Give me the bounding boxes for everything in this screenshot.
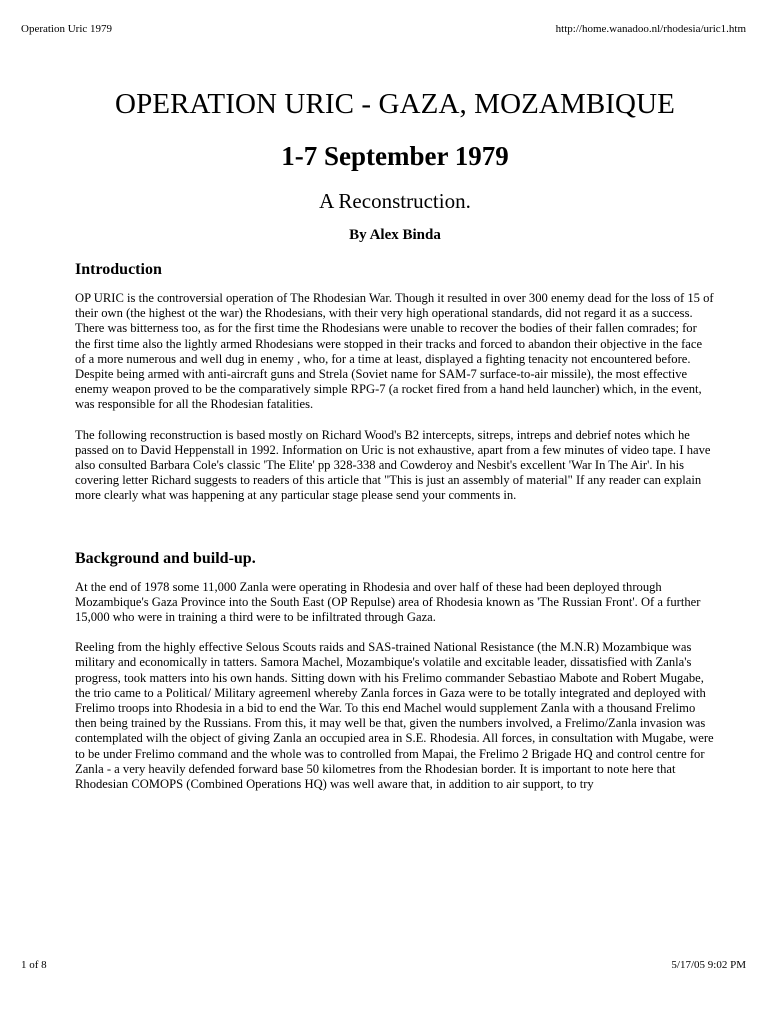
article-subtitle: A Reconstruction. — [319, 189, 471, 213]
print-header — [21, 22, 746, 38]
article-byline: By Alex Binda — [349, 227, 441, 243]
page-number: 1 of 8 — [21, 959, 47, 971]
print-timestamp: 5/17/05 9:02 PM — [671, 959, 746, 971]
paragraph: OP URIC is the controversial operation of The Rhodesian War. Though it resulted in over 300 enemy dead for the loss of 15 of their own (the highest ot the war) the Rhodesians, with their very high operational standards, did not regard it as a success. There was bitterness too, as for the first time the Rhodesians were unable to recover the bodies of their fallen comrades; for the first time also the lightly armed Rhodesians were stopped in their tracks and forced to abandon their objective in the face of a more numerous and well dug in enemy , who, for a time at least, displayed a fighting tenacity not encountered before. Despite being armed with anti-aircraft guns and Strela (Soviet name for SAM-7 surface-to-air missile), the most effective enemy weapon proved to be the comparatively simple RPG-7 (a rocket fired from a hand held launcher) which, in the event, was responsible for all the Rhodesian fatalities. — [75, 291, 714, 412]
paragraph: At the end of 1978 some 11,000 Zanla were operating in Rhodesia and over half of these had been deployed through Mozambique's Gaza Province into the South East (OP Repulse) area of Rhodesia known as 'The Russian Front'. Of a further 15,000 who were in training a third were to be infiltrated through Gaza. — [75, 579, 701, 625]
page-title-header: Operation Uric 1979 — [21, 23, 113, 35]
article — [75, 84, 715, 792]
page-url-header: http://home.wanadoo.nl/rhodesia/uric1.htm — [555, 23, 746, 35]
section-heading-background: Background and build-up. — [75, 549, 256, 567]
article-title: OPERATION URIC - GAZA, MOZAMBIQUE — [115, 88, 675, 120]
section-heading-introduction: Introduction — [75, 261, 162, 278]
paragraph: Reeling from the highly effective Selous Scouts raids and SAS-trained National Resistance (the M.N.R) Mozambique was military and economically in tatters. Samora Machel, Mozambique's volatile and excitable leader, dissatisfied with Zanla's progress, took matters into his own hands. Sitting down with his Frelimo commander Sebastiao Mabote and Robert Mugabe, the trio came to a Political/ Military agreemenl whereby Zanla forces in Gaza were to be totally integrated and deployed with Frelimo troops into Rhodesia in a bid to end the War. To this end Machel would supplement Zanla with a thousand Frelimo then being trained by the Russians. From this, it may well be that, given the numbers involved, a Frelimo/Zanla invasion was contemplated wilh the object of giving Zanla an occupied area in S.E. Rhodesia. All forces, in consultation with Mugabe, were to be under Frelimo command and the whole was to controlled from Mapai, the Frelimo 2 Brigade HQ and control centre for Zanla - a very heavily defended forward base 50 kilometres from the Rhodesian border. It is important to note here that Rhodesian COMOPS (Combined Operations HQ) was well aware that, in addition to air support, to try — [75, 640, 714, 792]
article-date: 1-7 September 1979 — [281, 141, 509, 171]
print-footer — [21, 958, 746, 974]
paragraph: The following reconstruction is based mostly on Richard Wood's B2 intercepts, sitreps, intreps and debrief notes which he passed on to David Heppenstall in 1992. Information on Uric is not exhaustive, apart from a few minutes of video tape. I have also consulted Barbara Cole's classic 'The Elite' pp 328-338 and Cowderoy and Nesbit's excellent 'War In The Air'. In his covering letter Richard suggests to readers of this article that "This is just an assembly of material" If any reader can explain more clearly what was happening at any particular stage please send your comments in. — [75, 427, 711, 503]
